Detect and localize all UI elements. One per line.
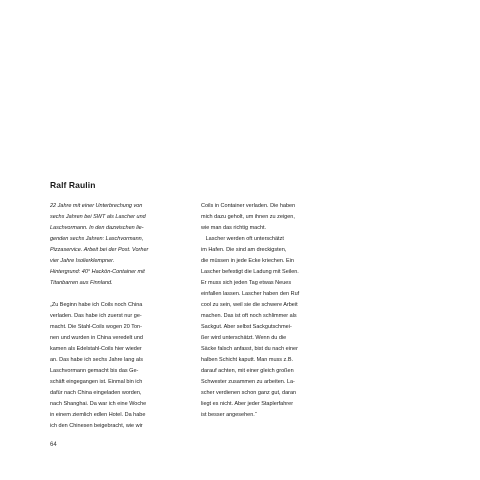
quote-line: einfallen lassen. Lascher haben den Ruf xyxy=(201,291,300,297)
paragraph-gap xyxy=(50,289,190,300)
quote-line: kamen als Edelstahl-Coils hier wieder xyxy=(50,346,142,352)
quote-line: verladen. Das habe ich zuerst nur ge- xyxy=(50,313,142,319)
quote-line: „Zu Beginn habe ich Coils noch China xyxy=(50,302,143,308)
quote-line: machen. Das ist oft noch schlimmer als xyxy=(201,313,297,319)
quote-line: die müssen in jede Ecke kriechen. Ein xyxy=(201,258,294,264)
quote-line: Laschvormann gemacht bis das Ge- xyxy=(50,368,139,374)
quote-line: cool zu sein, weil sie die schwere Arbeit xyxy=(201,302,298,308)
quote-line: nen und wurden in China veredelt und xyxy=(50,335,143,341)
section-heading: Ralf Raulin xyxy=(50,180,96,190)
intro-line: genden sechs Jahren: Laschvormann, xyxy=(50,236,144,242)
left-column xyxy=(50,201,190,432)
quote-line: Er muss sich jeden Tag etwas Neues xyxy=(201,280,292,286)
quote-line: dafür nach China eingeladen worden, xyxy=(50,390,142,396)
quote-line: mich dazu geholt, um ihnen zu zeigen, xyxy=(201,214,295,220)
quote-line: im Hafen. Die sind am dreckigsten, xyxy=(201,247,287,253)
quote-line: liegt es nicht. Aber jeder Staplerfahrer xyxy=(201,401,294,407)
quote-line: Coils in Container verladen. Die haben xyxy=(201,203,296,209)
intro-line: Pizzaservice. Arbeit bei der Post. Vorher xyxy=(50,247,149,253)
quote-left-block xyxy=(50,300,190,432)
quote-line: darauf achten, mit einer gleich großen xyxy=(201,368,294,374)
quote-line: ich den Chinesen beigebracht, wie wir xyxy=(50,423,143,429)
intro-line: Laschvormann. In den dazwischen lie- xyxy=(50,225,144,231)
quote-line: Sackgut. Aber selbst Sackgutschmei- xyxy=(201,324,292,330)
quote-line: wie man das richtig macht. xyxy=(201,225,267,231)
quote-line: macht. Die Stahl-Coils wogen 20 Ton- xyxy=(50,324,142,330)
quote-line: Säcke falsch anfasst, bist du nach einer xyxy=(201,346,298,352)
page-number: 64 xyxy=(50,442,57,448)
quote-line: halben Schicht kaputt. Man muss z.B. xyxy=(201,357,294,363)
quote-line: ßer wird unterschätzt. Wenn du die xyxy=(201,335,287,341)
intro-line: sechs Jahren bei SWT als Lascher und xyxy=(50,214,146,220)
quote-line: Schwester zusammen zu arbeiten. La- xyxy=(201,379,295,385)
quote-line: an. Das habe ich sechs Jahre lang als xyxy=(50,357,143,363)
quote-line: nach Shanghai. Da war ich eine Woche xyxy=(50,401,147,407)
right-column xyxy=(201,201,341,421)
quote-line: Lascher befestigt die Ladung mit Seilen. xyxy=(201,269,299,275)
intro-line: 22 Jahre mit einer Unterbrechung von xyxy=(50,203,143,209)
quote-line: in einem ziemlich edlen Hotel. Da habe xyxy=(50,412,146,418)
intro-block xyxy=(50,201,190,289)
intro-line: vier Jahre Isolierklempner. xyxy=(50,258,115,264)
quote-line: schäft eingegangen ist. Einmal bin ich xyxy=(50,379,143,385)
quote-line: Lascher werden oft unterschätzt xyxy=(201,236,284,242)
quote-line: ist besser angesehen.“ xyxy=(201,412,257,418)
intro-line: Titanbarren aus Finnland. xyxy=(50,280,113,286)
quote-line: scher verdienen schon ganz gut, daran xyxy=(201,390,297,396)
intro-line: Hintergrund: 40° Hackön-Container mit xyxy=(50,269,145,275)
